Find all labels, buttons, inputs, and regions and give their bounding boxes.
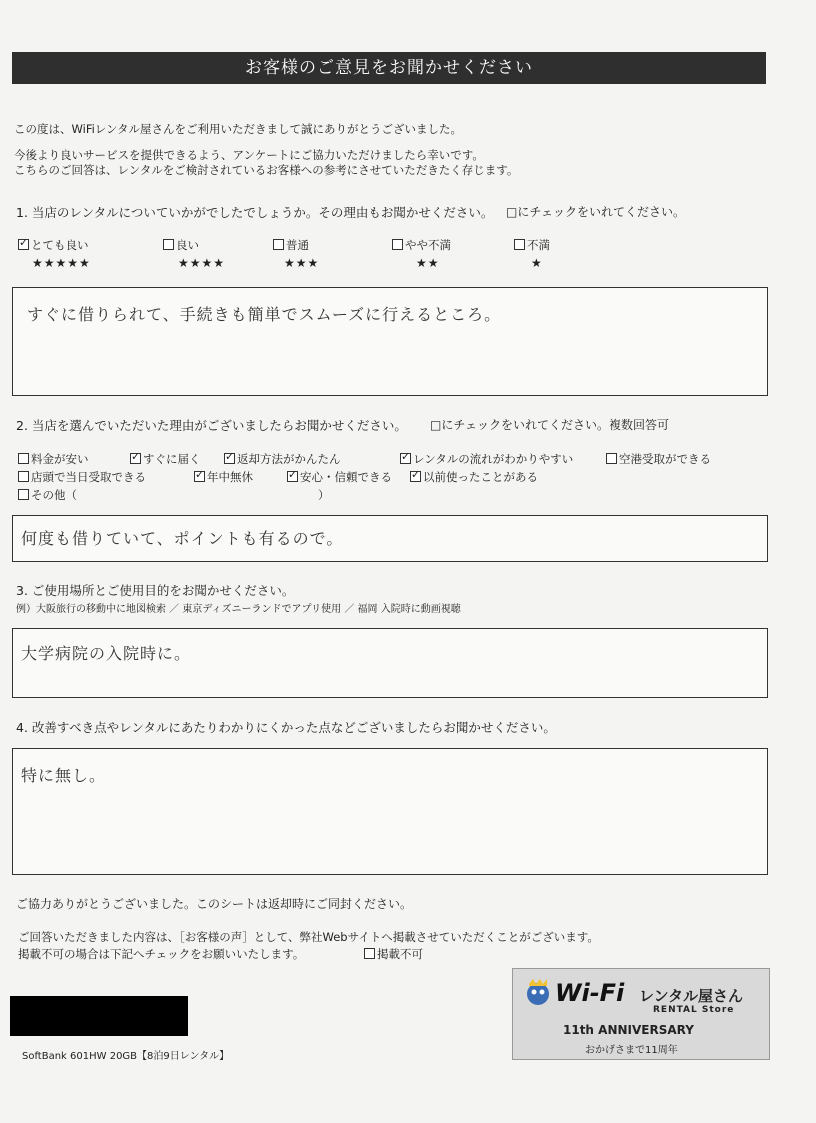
q3-answer-text: 大学病院の入院時に。 xyxy=(21,644,192,663)
q1-question: 1. 当店のレンタルについていかがでしたでしょうか。その理由もお聞かせください。 xyxy=(16,205,494,220)
rental-plan: SoftBank 601HW 20GB【8泊9日レンタル】 xyxy=(22,1051,230,1062)
q3-question: 3. ご使用場所とご使用目的をお聞かせください。 xyxy=(16,583,295,598)
checkbox-checked-icon[interactable] xyxy=(410,471,421,482)
q1-answer-text: すぐに借りられて、手続きも簡単でスムーズに行えるところ。 xyxy=(27,305,502,324)
logo-wifi: Wi-Fi xyxy=(555,979,625,1007)
q2-option-easy-flow[interactable]: ✓ レンタルの流れがわかりやすい xyxy=(400,451,573,467)
checkbox-checked-icon[interactable] xyxy=(224,453,235,464)
intro-line-1: この度は、WiFiレンタル屋さんをご利用いただきまして誠にありがとうございました。 xyxy=(14,122,463,136)
checkbox-checked-icon[interactable] xyxy=(18,239,29,250)
q2-answer-box[interactable] xyxy=(12,515,768,562)
checkbox-icon[interactable] xyxy=(364,948,375,959)
checkbox-checked-icon[interactable] xyxy=(194,471,205,482)
checkbox-icon[interactable] xyxy=(18,471,29,482)
checkbox-icon[interactable] xyxy=(163,239,174,250)
logo-thanks: おかげさまで11周年 xyxy=(585,1045,678,1056)
q1-stars-2: ★★ xyxy=(416,256,440,270)
mascot-icon xyxy=(523,977,553,1007)
logo-rental-store: RENTAL Store xyxy=(653,1005,735,1015)
q2-instruction: □にチェックをいれてください。複数回答可 xyxy=(430,418,669,432)
checkbox-icon[interactable] xyxy=(18,489,29,500)
intro-line-2: 今後より良いサービスを提供できるよう、アンケートにご協力いただけましたら幸いです。 xyxy=(14,148,484,162)
q1-option-very-good[interactable]: ✓とても良い xyxy=(18,237,89,253)
checkbox-checked-icon[interactable] xyxy=(130,453,141,464)
logo-rental-ya: レンタル屋さん xyxy=(639,987,744,1005)
checkbox-icon[interactable] xyxy=(392,239,403,250)
q2-other-close: ） xyxy=(318,488,330,502)
checkbox-icon[interactable] xyxy=(273,239,284,250)
q1-instruction: □にチェックをいれてください。 xyxy=(506,205,685,219)
q4-answer-box[interactable] xyxy=(12,748,768,875)
checkbox-checked-icon[interactable] xyxy=(400,453,411,464)
q1-option-normal[interactable]: 普通 xyxy=(273,237,309,253)
checkbox-icon[interactable] xyxy=(606,453,617,464)
q2-option-cheap[interactable]: 料金が安い xyxy=(18,451,89,467)
store-logo xyxy=(512,968,770,1060)
q2-option-fast-delivery[interactable]: ✓ すぐに届く xyxy=(130,451,201,467)
closing-line-2: ご回答いただきました内容は、［お客様の声］として、弊社Webサイトへ掲載させていただくことがございます。 xyxy=(18,930,599,944)
q2-option-reliable[interactable]: ✓ 安心・信頼できる xyxy=(287,469,392,485)
q1-stars-4: ★★★★ xyxy=(178,256,226,270)
q4-answer-text: 特に無し。 xyxy=(21,766,107,785)
q3-answer-box[interactable] xyxy=(12,628,768,698)
q1-stars-3: ★★★ xyxy=(284,256,320,270)
q3-example: 例）大阪旅行の移動中に地図検索 ／ 東京ディズニーランドでアプリ使用 ／ 福岡 入院時に動画視聴 xyxy=(16,604,461,615)
q1-answer-box[interactable] xyxy=(12,287,768,396)
q2-answer-text: 何度も借りていて、ポイントも有るので。 xyxy=(21,529,344,548)
q1-option-slightly-dissatisfied[interactable]: やや不満 xyxy=(392,237,451,253)
q1-stars-1: ★ xyxy=(531,256,543,270)
q2-option-other[interactable]: その他（ xyxy=(18,487,77,503)
optout-checkbox[interactable]: 掲載不可 xyxy=(364,946,423,962)
q2-option-open-all-year[interactable]: ✓ 年中無休 xyxy=(194,469,253,485)
q2-option-store-pickup[interactable]: 店頭で当日受取できる xyxy=(18,469,146,485)
q1-option-dissatisfied[interactable]: 不満 xyxy=(514,237,550,253)
checkbox-icon[interactable] xyxy=(514,239,525,250)
q2-option-airport-pickup[interactable]: 空港受取ができる xyxy=(606,451,711,467)
logo-anniversary: 11th ANNIVERSARY xyxy=(563,1023,694,1037)
q2-option-easy-return[interactable]: ✓ 返却方法がかんたん xyxy=(224,451,341,467)
page-title: お客様のご意見をお聞かせください xyxy=(12,52,766,84)
checkbox-checked-icon[interactable] xyxy=(287,471,298,482)
checkbox-icon[interactable] xyxy=(18,453,29,464)
q2-option-used-before[interactable]: ✓ 以前使ったことがある xyxy=(410,469,538,485)
q1-stars-5: ★★★★★ xyxy=(32,256,91,270)
closing-line-1: ご協力ありがとうございました。このシートは返却時にご同封ください。 xyxy=(16,897,413,911)
redacted-block xyxy=(10,996,188,1036)
closing-line-3: 掲載不可の場合は下記へチェックをお願いいたします。 xyxy=(18,947,305,961)
intro-line-3: こちらのご回答は、レンタルをご検討されているお客様への参考にさせていただきたく存じます。 xyxy=(14,163,519,177)
q4-question: 4. 改善すべき点やレンタルにあたりわかりにくかった点などございましたらお聞かせください。 xyxy=(16,720,556,735)
q2-question: 2. 当店を選んでいただいた理由がございましたらお聞かせください。 xyxy=(16,418,407,433)
q1-option-good[interactable]: 良い xyxy=(163,237,199,253)
